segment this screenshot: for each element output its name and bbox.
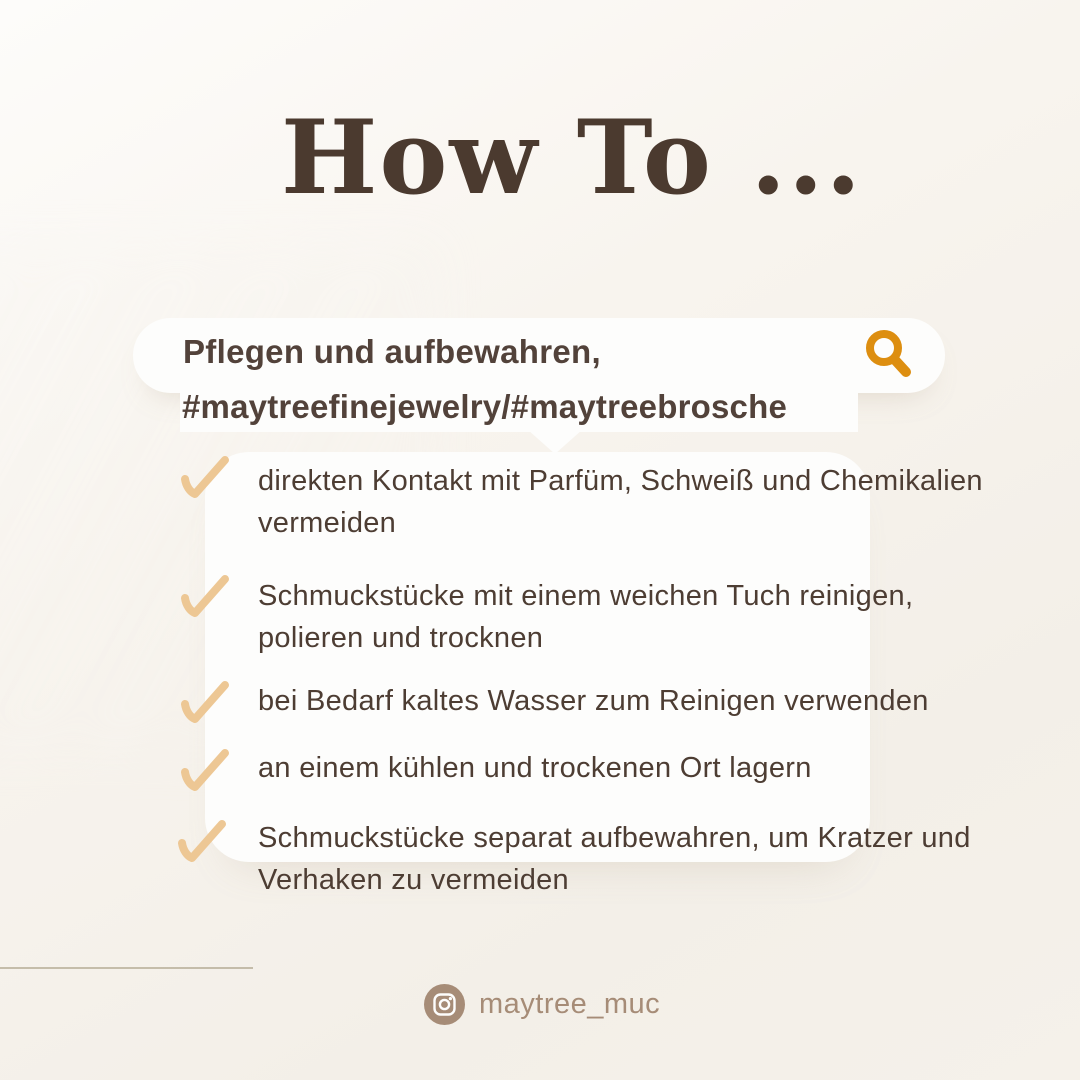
speech-bubble-tail bbox=[528, 430, 582, 454]
instagram-icon bbox=[424, 984, 465, 1025]
checklist-item-text: direkten Kontakt mit Parfüm, Schweiß und Chemikalien vermeiden bbox=[258, 465, 983, 539]
check-icon bbox=[179, 680, 229, 724]
search-query-line2: #maytreefinejewelry/#maytreebrosche bbox=[182, 388, 787, 425]
checklist-item-text: bei Bedarf kaltes Wasser zum Reinigen verwenden bbox=[258, 685, 929, 717]
instagram-handle-text: maytree_muc bbox=[479, 988, 661, 1020]
check-icon bbox=[179, 574, 229, 618]
page-title: How To ... bbox=[281, 98, 863, 218]
search-icon[interactable] bbox=[862, 328, 916, 380]
footer-divider-line bbox=[0, 967, 253, 969]
checklist-item-text: an einem kühlen und trockenen Ort lagern bbox=[258, 752, 812, 784]
search-query-line1: Pflegen und aufbewahren, bbox=[183, 333, 601, 370]
checklist-item-text: Schmuckstücke mit einem weichen Tuch reinigen, polieren und trocknen bbox=[258, 580, 914, 654]
check-icon bbox=[179, 748, 229, 792]
check-icon bbox=[179, 455, 229, 499]
checklist-item-text: Schmuckstücke separat aufbewahren, um Kratzer und Verhaken zu vermeiden bbox=[258, 822, 971, 896]
check-icon bbox=[176, 819, 226, 863]
instagram-handle[interactable] bbox=[424, 984, 660, 1025]
